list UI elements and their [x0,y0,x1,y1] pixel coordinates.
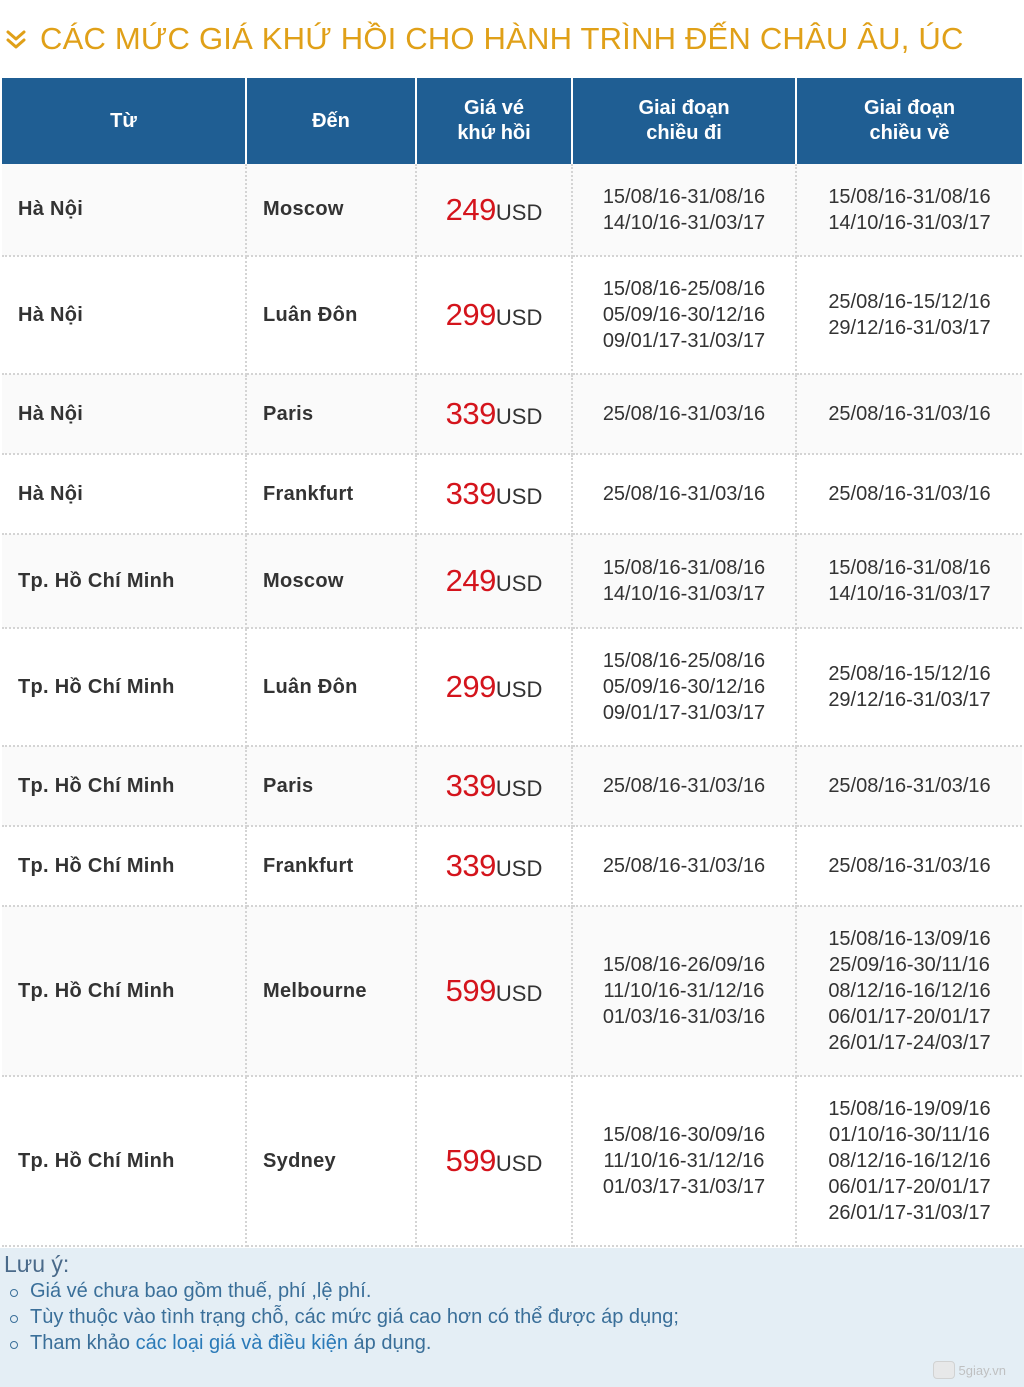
date-range: 06/01/17-20/01/17 [828,1176,991,1198]
cell-return-period [796,628,1022,746]
price-amount: 599 [445,973,496,1008]
price-amount: 299 [445,297,496,332]
date-range: 25/08/16-31/03/16 [602,775,766,797]
cell-destination: Frankfurt [246,826,416,906]
date-range: 25/09/16-30/11/16 [829,954,990,976]
date-range: 01/10/16-30/11/16 [829,1124,990,1146]
price-currency: USD [495,776,543,801]
cell-origin: Tp. Hồ Chí Minh [2,628,246,746]
cell-destination: Luân Đôn [246,628,416,746]
date-range: 15/08/16-31/08/16 [602,557,766,579]
cell-price [416,256,572,374]
date-range: 25/08/16-31/03/16 [602,403,766,425]
date-range: 15/08/16-31/08/16 [828,185,991,208]
date-range: 15/08/16-25/08/16 [602,650,766,672]
fare-table-body [2,164,1022,1246]
cell-outbound-period [572,374,796,454]
date-range: 25/08/16-31/03/16 [828,775,991,797]
cell-return-period [796,534,1022,628]
table-row [2,746,1022,826]
date-range: 08/12/16-16/12/16 [828,1150,991,1172]
date-range: 25/08/16-31/03/16 [602,855,766,877]
cell-price [416,906,572,1076]
cell-destination: Sydney [246,1076,416,1246]
watermark [933,1361,1006,1379]
note-item: Giá vé chưa bao gồm thuế, phí ,lệ phí. [4,1278,1020,1304]
cell-return-period [796,826,1022,906]
cell-origin: Tp. Hồ Chí Minh [2,826,246,906]
watermark-text: 5giay.vn [958,1362,1006,1378]
cell-price [416,454,572,534]
cell-return-period [796,1076,1022,1246]
date-range: 05/09/16-30/12/16 [602,676,766,698]
cell-origin: Hà Nội [2,164,246,256]
table-row [2,374,1022,454]
date-range: 26/01/17-24/03/17 [828,1032,991,1054]
cell-price [416,746,572,826]
date-range: 11/10/16-31/12/16 [603,980,765,1002]
table-row [2,826,1022,906]
cell-origin: Tp. Hồ Chí Minh [2,534,246,628]
date-range: 15/08/16-30/09/16 [602,1124,766,1146]
table-row [2,164,1022,256]
price-amount: 339 [445,768,496,803]
table-row [2,906,1022,1076]
cell-outbound-period [572,746,796,826]
price-currency: USD [495,305,543,330]
price-amount: 339 [445,396,496,431]
cell-outbound-period [572,164,796,256]
cell-outbound-period [572,826,796,906]
date-range: 25/08/16-31/03/16 [602,483,766,505]
cell-price [416,164,572,256]
price-currency: USD [495,484,543,509]
watermark-logo-icon [933,1361,955,1379]
cell-origin: Hà Nội [2,374,246,454]
cell-destination: Melbourne [246,906,416,1076]
date-range: 14/10/16-31/03/17 [828,583,991,605]
price-currency: USD [495,571,543,596]
date-range: 09/01/17-31/03/17 [602,702,766,724]
cell-destination: Luân Đôn [246,256,416,374]
cell-outbound-period [572,906,796,1076]
table-row [2,454,1022,534]
cell-destination: Paris [246,746,416,826]
price-amount: 599 [445,1143,496,1178]
price-amount: 249 [445,191,496,227]
cell-destination: Paris [246,374,416,454]
table-header-row [2,78,1022,164]
price-amount: 299 [445,669,496,704]
cell-origin: Tp. Hồ Chí Minh [2,746,246,826]
date-range: 26/01/17-31/03/17 [828,1202,991,1224]
cell-outbound-period [572,534,796,628]
cell-outbound-period [572,454,796,534]
column-header-price: Giá vé khứ hồi [416,78,572,164]
fare-table [2,78,1022,1247]
price-currency: USD [495,199,543,225]
column-header-return: Giai đoạn chiều về [796,78,1022,164]
price-amount: 249 [445,563,496,598]
price-currency: USD [495,404,543,429]
date-range: 09/01/17-31/03/17 [602,330,766,352]
date-range: 25/08/16-15/12/16 [828,291,991,313]
cell-price [416,628,572,746]
cell-return-period [796,454,1022,534]
date-range: 15/08/16-13/09/16 [828,928,991,950]
date-range: 15/08/16-26/09/16 [602,954,766,976]
price-amount: 339 [445,848,496,883]
cell-return-period [796,256,1022,374]
cell-origin: Hà Nội [2,454,246,534]
column-header-to: Đến [246,78,416,164]
note-item: Tham khảo các loại giá và điều kiện áp dụng. [4,1330,1020,1356]
date-range: 08/12/16-16/12/16 [828,980,991,1002]
price-currency: USD [495,677,543,702]
cell-destination: Frankfurt [246,454,416,534]
date-range: 14/10/16-31/03/17 [828,211,991,234]
date-range: 14/10/16-31/03/17 [602,211,766,234]
cell-return-period [796,906,1022,1076]
cell-origin: Tp. Hồ Chí Minh [2,1076,246,1246]
table-row [2,256,1022,374]
date-range: 01/03/17-31/03/17 [602,1176,766,1198]
notes-section [0,1248,1024,1387]
date-range: 15/08/16-31/08/16 [828,557,991,579]
page-header [0,0,1024,78]
cell-outbound-period [572,628,796,746]
date-range: 01/03/16-31/03/16 [602,1006,766,1028]
cell-return-period [796,374,1022,454]
price-currency: USD [495,856,543,881]
date-range: 06/01/17-20/01/17 [828,1006,991,1028]
date-range: 15/08/16-31/08/16 [602,185,766,208]
date-range: 05/09/16-30/12/16 [602,304,766,326]
table-row [2,534,1022,628]
price-currency: USD [495,1151,543,1176]
cell-return-period [796,746,1022,826]
date-range: 25/08/16-31/03/16 [828,855,991,877]
page-title: CÁC MỨC GIÁ KHỨ HỒI CHO HÀNH TRÌNH ĐẾN CHÂU ÂU, ÚC [40,21,964,56]
date-range: 25/08/16-31/03/16 [828,403,991,425]
price-amount: 339 [445,476,496,511]
cell-price [416,374,572,454]
date-range: 15/08/16-25/08/16 [602,278,766,300]
double-chevron-down-icon [4,28,28,52]
cell-destination: Moscow [246,534,416,628]
date-range: 25/08/16-15/12/16 [828,663,991,685]
cell-outbound-period [572,1076,796,1246]
note-item: Tùy thuộc vào tình trạng chỗ, các mức giá cao hơn có thể được áp dụng; [4,1304,1020,1330]
date-range: 11/10/16-31/12/16 [603,1150,765,1172]
date-range: 14/10/16-31/03/17 [602,583,766,605]
column-header-from: Từ [2,78,246,164]
date-range: 25/08/16-31/03/16 [828,483,991,505]
cell-origin: Tp. Hồ Chí Minh [2,906,246,1076]
cell-outbound-period [572,256,796,374]
cell-price [416,826,572,906]
cell-price [416,534,572,628]
notes-title: Lưu ý: [4,1251,70,1277]
notes-list [4,1278,1020,1356]
date-range: 29/12/16-31/03/17 [828,689,991,711]
date-range: 29/12/16-31/03/17 [828,317,991,339]
cell-origin: Hà Nội [2,256,246,374]
fare-conditions-link[interactable]: các loại giá và điều kiện [135,1332,348,1354]
price-currency: USD [495,981,543,1006]
date-range: 15/08/16-19/09/16 [828,1098,991,1120]
cell-price [416,1076,572,1246]
column-header-outbound: Giai đoạn chiều đi [572,78,796,164]
cell-destination: Moscow [246,164,416,256]
table-row [2,628,1022,746]
cell-return-period [796,164,1022,256]
table-row [2,1076,1022,1246]
